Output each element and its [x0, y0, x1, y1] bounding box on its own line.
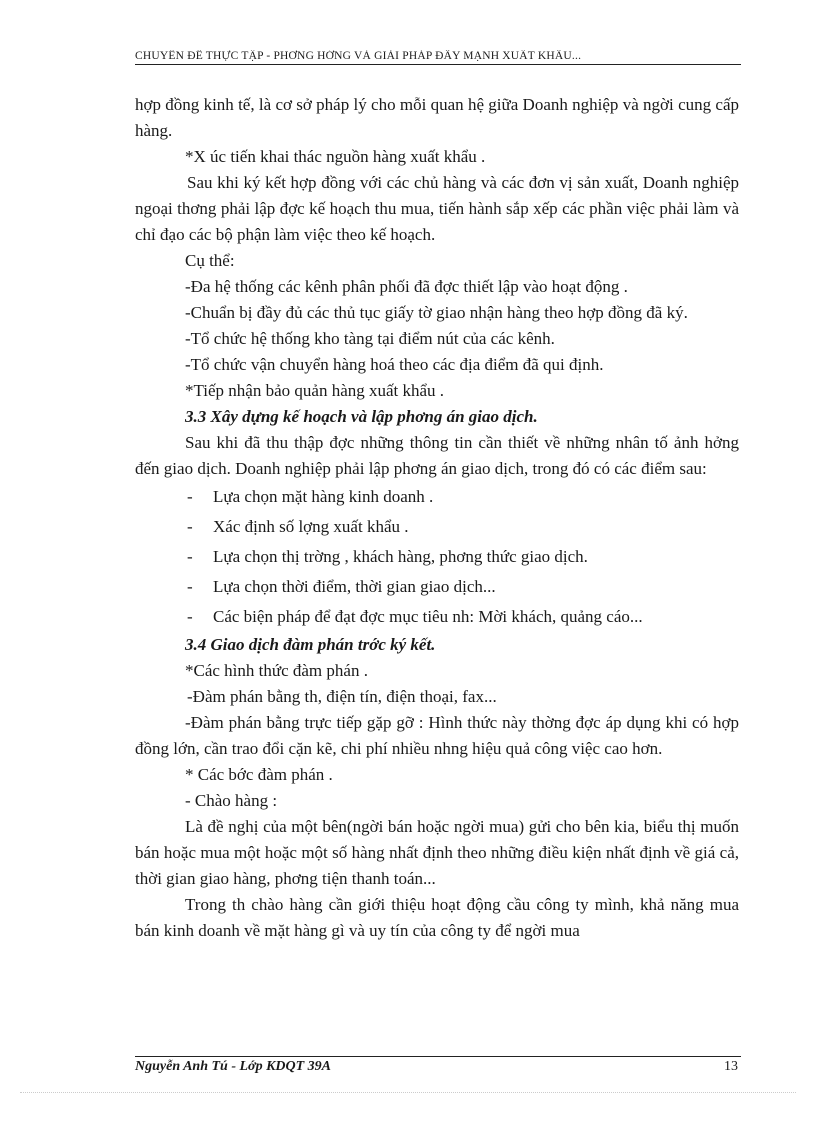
list-item — [135, 572, 739, 602]
paragraph: -Tổ chức hệ thống kho tàng tại điểm nút của các kênh. — [185, 329, 555, 348]
list-item — [135, 512, 739, 542]
paragraph: -Chuẩn bị đầy đủ các thủ tục giấy tờ giao nhận hàng theo hợp đồng đã ký. — [185, 303, 688, 322]
paragraph: -Đàm phán bằng th, điện tín, điện thoại, fax... — [187, 687, 497, 706]
bullet-marker: - — [187, 577, 193, 596]
paragraph: Là đề nghị của một bên(ngời bán hoặc ngời mua) gửi cho bên kia, biểu thị muốn bán hoặc mua một hoặc một số hàng nhất định theo những điều kiện nhất định về giá cả, thời gian giao hàng, phơng tiện thanh toán... — [135, 817, 739, 888]
paragraph: Sau khi đã thu thập đợc những thông tin cần thiết về những nhân tố ảnh hởng đến giao dịch. Doanh nghiệp phải lập phơng án giao dịch, trong đó có các điểm sau: — [135, 433, 739, 478]
header-divider — [135, 64, 741, 65]
paragraph: -Đa hệ thống các kênh phân phối đã đợc thiết lập vào hoạt động . — [185, 277, 628, 296]
document-body — [135, 92, 739, 944]
paragraph: *Các hình thức đàm phán . — [185, 661, 368, 680]
list-item-text: Lựa chọn thị trờng , khách hàng, phơng thức giao dịch. — [213, 547, 588, 566]
paragraph: - Chào hàng : — [185, 791, 278, 810]
bullet-marker: - — [187, 517, 193, 536]
paragraph: -Tổ chức vận chuyển hàng hoá theo các địa điểm đã qui định. — [185, 355, 604, 374]
bullet-marker: - — [187, 547, 193, 566]
paragraph: Cụ thể: — [185, 251, 235, 270]
section-heading-3-3: 3.3 Xây dựng kế hoạch và lập phơng án giao dịch. — [185, 407, 538, 426]
bullet-marker: - — [187, 487, 193, 506]
page-bottom-border — [20, 1092, 796, 1093]
list-item-text: Các biện pháp để đạt đợc mục tiêu nh: Mời khách, quảng cáo... — [213, 607, 643, 626]
list-item-text: Xác định số lợng xuất khẩu . — [213, 517, 409, 536]
paragraph: hợp đồng kinh tế, là cơ sở pháp lý cho mỗi quan hệ giữa Doanh nghiệp và ngời cung cấp hàng. — [135, 95, 739, 140]
page-number: 13 — [724, 1059, 738, 1074]
footer-divider — [135, 1056, 741, 1057]
list-item — [135, 542, 739, 572]
paragraph: * Các bớc đàm phán . — [185, 765, 333, 784]
paragraph: Sau khi ký kết hợp đồng với các chủ hàng và các đơn vị sản xuất, Doanh nghiệp ngoại thơng phải lập đợc kế hoạch thu mua, tiến hành sắp xếp các phần việc phải làm và chỉ đạo các bộ phận làm việc theo kế hoạch. — [135, 173, 739, 244]
running-header: CHUYÊN ĐỀ THỰC TẬP - PHƠNG HỚNG VÀ GIẢI PHÁP ĐẨY MẠNH XUẤT KHẨU... — [135, 50, 582, 62]
footer-author: Nguyễn Anh Tú - Lớp KDQT 39A — [135, 1059, 332, 1074]
paragraph: -Đàm phán bằng trực tiếp gặp gỡ : Hình thức này thờng đợc áp dụng khi có hợp đồng lớn, cần trao đổi cặn kẽ, chi phí nhiều nhng hiệu quả công việc cao hơn. — [135, 713, 739, 758]
list-item — [135, 482, 739, 512]
list-item-text: Lựa chọn mặt hàng kinh doanh . — [213, 487, 434, 506]
bullet-marker: - — [187, 607, 193, 626]
list-item — [135, 602, 739, 632]
paragraph: *X úc tiến khai thác nguồn hàng xuất khẩu . — [185, 147, 486, 166]
bullet-list — [135, 482, 739, 632]
section-heading-3-4: 3.4 Giao dịch đàm phán trớc ký kết. — [185, 635, 436, 654]
paragraph: Trong th chào hàng cần giới thiệu hoạt động cầu công ty mình, khả năng mua bán kinh doanh về mặt hàng gì và uy tín của công ty để ngời mua — [135, 895, 739, 940]
list-item-text: Lựa chọn thời điểm, thời gian giao dịch... — [213, 577, 496, 596]
paragraph: *Tiếp nhận bảo quản hàng xuất khẩu . — [185, 381, 445, 400]
